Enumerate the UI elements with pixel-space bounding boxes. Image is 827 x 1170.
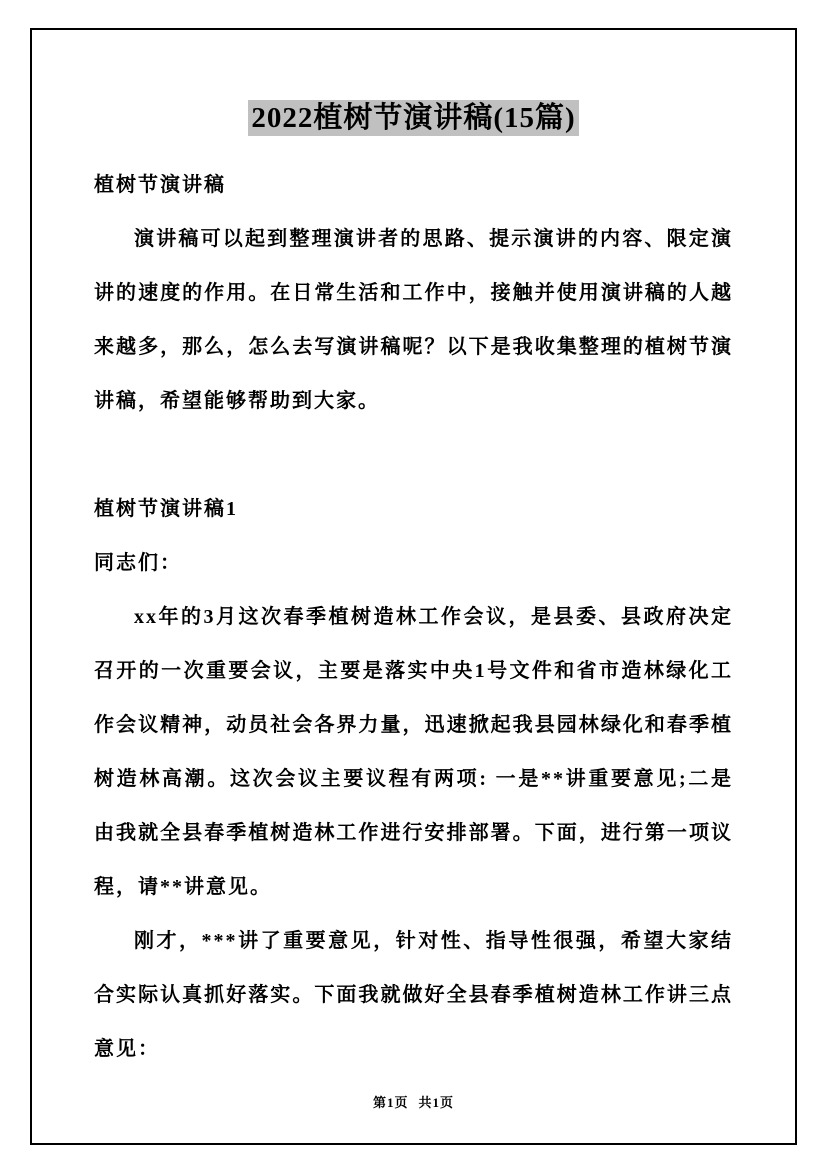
document-title <box>94 96 733 140</box>
paragraph-heading: 植树节演讲稿 <box>94 174 226 196</box>
page-number-label: 第1页 <box>372 1095 409 1110</box>
paragraph-body-1: xx年的3月这次春季植树造林工作会议，是县委、县政府决定召开的一次重要会议，主要是落实中央1号文件和省市造林绿化工作会议精神，动员社会各界力量，迅速掀起我县园林绿化和春季植树造林高潮。这次会议主要议程有两项: 一是**讲重要意见;二是由我就全县春季植树造林工作进行安排部署。下面，进行第一项议程，请**讲意见。 <box>94 606 733 898</box>
document-body <box>94 158 733 1076</box>
page-footer <box>32 1092 795 1111</box>
paragraph-body-2: 刚才，***讲了重要意见，针对性、指导性很强，希望大家结合实际认真抓好落实。下面我就做好全县春季植树造林工作讲三点意见： <box>94 930 733 1060</box>
paragraph-section-title: 植树节演讲稿1 <box>94 498 238 520</box>
page-border <box>30 28 797 1145</box>
paragraph-salutation: 同志们： <box>94 552 182 574</box>
page-total-label: 共1页 <box>418 1095 455 1110</box>
paragraph-intro: 演讲稿可以起到整理演讲者的思路、提示演讲的内容、限定演讲的速度的作用。在日常生活和工作中，接触并使用演讲稿的人越来越多，那么，怎么去写演讲稿呢？以下是我收集整理的植树节演讲稿，希望能够帮助到大家。 <box>94 228 733 412</box>
title-highlight: 2022植树节演讲稿(15篇) <box>248 100 578 136</box>
